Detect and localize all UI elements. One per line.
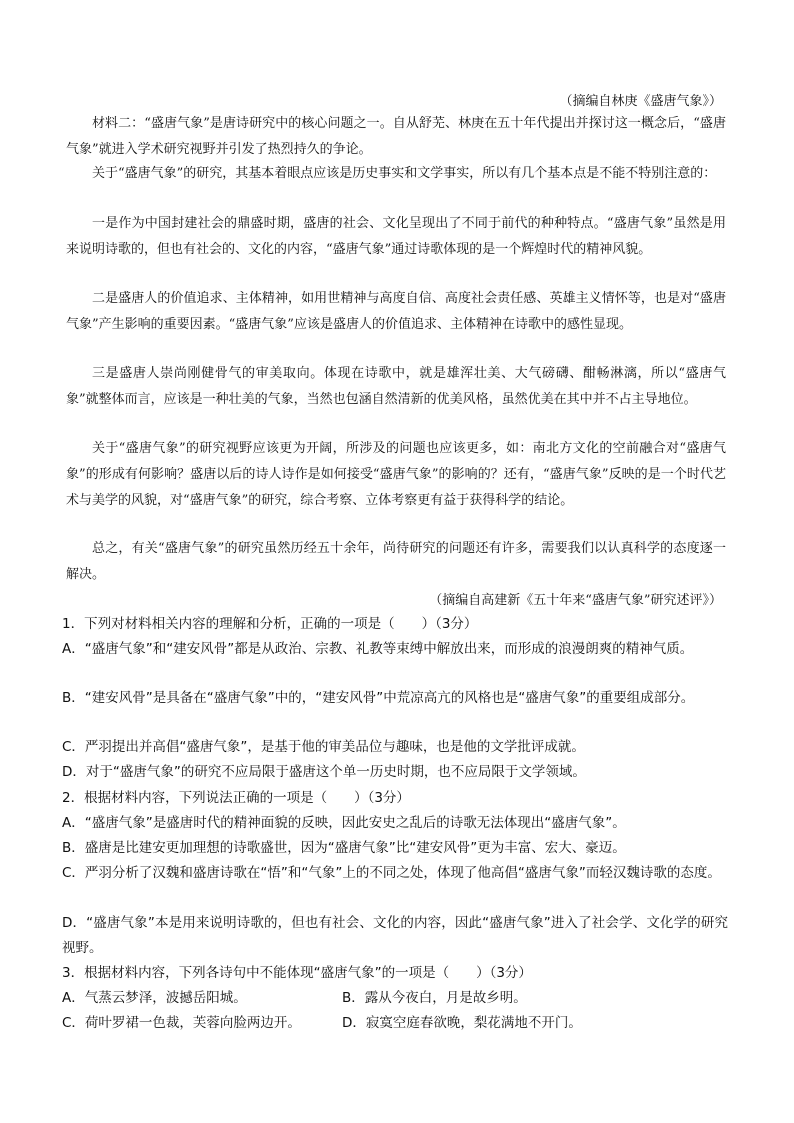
question-2-stem: 2．根据材料内容，下列说法正确的一项是（ ）（3分） <box>62 790 410 806</box>
material2-intro-paragraph: 材料二：“盛唐气象”是唐诗研究中的核心问题之一。自从舒芜、林庚在五十年代提出并探讨这一概念后，“盛唐气象”就进入学术研究视野并引发了热烈持久的争论。 <box>66 116 726 157</box>
question-3-option-c: C．荷叶罗裙一色裁，芙蓉向脸两边开。 <box>62 1015 301 1031</box>
material1-source: （摘编自林庚《盛唐气象》） <box>559 94 722 109</box>
question-3-option-d: D．寂寞空庭春欲晚，梨花满地不开门。 <box>342 1015 582 1031</box>
question-3-option-b: B．露从今夜白，月是故乡明。 <box>342 990 527 1006</box>
point-two-paragraph: 二是盛唐人的价值追求、主体精神，如用世精神与高度自信、高度社会责任感、英雄主义情怀等，也是对“盛唐气象”产生影响的重要因素。“盛唐气象”应该是盛唐人的价值追求、主体精神在诗歌中的感性显现。 <box>66 291 726 332</box>
conclusion-paragraph: 总之，有关“盛唐气象”的研究虽然历经五十余年，尚待研究的问题还有许多，需要我们以认真科学的态度逐一解决。 <box>66 541 726 582</box>
question-2-option-a: A．“盛唐气象”是盛唐时代的精神面貌的反映，因此安史之乱后的诗歌无法体现出“盛唐气象”。 <box>62 815 626 831</box>
question-1-stem: 1．下列对材料相关内容的理解和分析，正确的一项是（ ）（3分） <box>62 616 478 632</box>
question-1-option-c: C．严羽提出并高倡“盛唐气象”，是基于他的审美品位与趣味，也是他的文学批评成就。 <box>62 739 585 755</box>
research-basis-paragraph: 关于“盛唐气象”的研究，其基本着眼点应该是历史事实和文学事实，所以有几个基本点是不能不特别注意的： <box>92 166 717 181</box>
point-one-paragraph: 一是作为中国封建社会的鼎盛时期，盛唐的社会、文化呈现出了不同于前代的种种特点。“盛唐气象”虽然是用来说明诗歌的，但也有社会的、文化的内容，“盛唐气象”通过诗歌体现的是一个辉煌时代的精神风貌。 <box>66 216 726 257</box>
research-scope-paragraph: 关于“盛唐气象”的研究视野应该更为开阔，所涉及的问题也应该更多，如：南北方文化的空前融合对“盛唐气象”的形成有何影响？盛唐以后的诗人诗作是如何接受“盛唐气象”的影响的？还有，“盛唐气象”反映的是一个时代艺术与美学的风貌，对“盛唐气象”的研究，综合考察、立体考察更有益于获得科学的结论。 <box>66 441 726 508</box>
question-2-option-c: C．严羽分析了汉魏和盛唐诗歌在“悟”和“气象”上的不同之处，体现了他高倡“盛唐气象”而轻汉魏诗歌的态度。 <box>62 865 721 881</box>
question-3-stem: 3．根据材料内容，下列各诗句中不能体现“盛唐气象”的一项是（ ）（3分） <box>62 965 532 981</box>
question-2-option-d: D．“盛唐气象”本是用来说明诗歌的，但也有社会、文化的内容，因此“盛唐气象”进入了社会学、文化学的研究视野。 <box>62 915 728 956</box>
point-three-paragraph: 三是盛唐人崇尚刚健骨气的审美取向。体现在诗歌中，就是雄浑壮美、大气磅礴、酣畅淋漓，所以“盛唐气象”就整体而言，应该是一种壮美的气象，当然也包涵自然清新的优美风格，虽然优美在其中并不占主导地位。 <box>66 366 726 407</box>
material2-source: （摘编自高建新《五十年来“盛唐气象”研究述评》） <box>429 593 722 608</box>
question-1-option-a: A．“盛唐气象”和“建安风骨”都是从政治、宗教、礼教等束缚中解放出来，而形成的浪漫朗爽的精神气质。 <box>62 641 694 657</box>
question-1-option-b: B．“建安风骨”是具备在“盛唐气象”中的，“建安风骨”中荒凉高亢的风格也是“盛唐气象”的重要组成部分。 <box>62 690 695 706</box>
question-3-option-a: A．气蒸云梦泽，波撼岳阳城。 <box>62 990 247 1006</box>
question-2-option-b: B．盛唐是比建安更加理想的诗歌盛世，因为“盛唐气象”比“建安风骨”更为丰富、宏大、豪迈。 <box>62 840 626 856</box>
question-1-option-d: D．对于“盛唐气象”的研究不应局限于盛唐这个单一历史时期，也不应局限于文学领域。 <box>62 764 586 780</box>
